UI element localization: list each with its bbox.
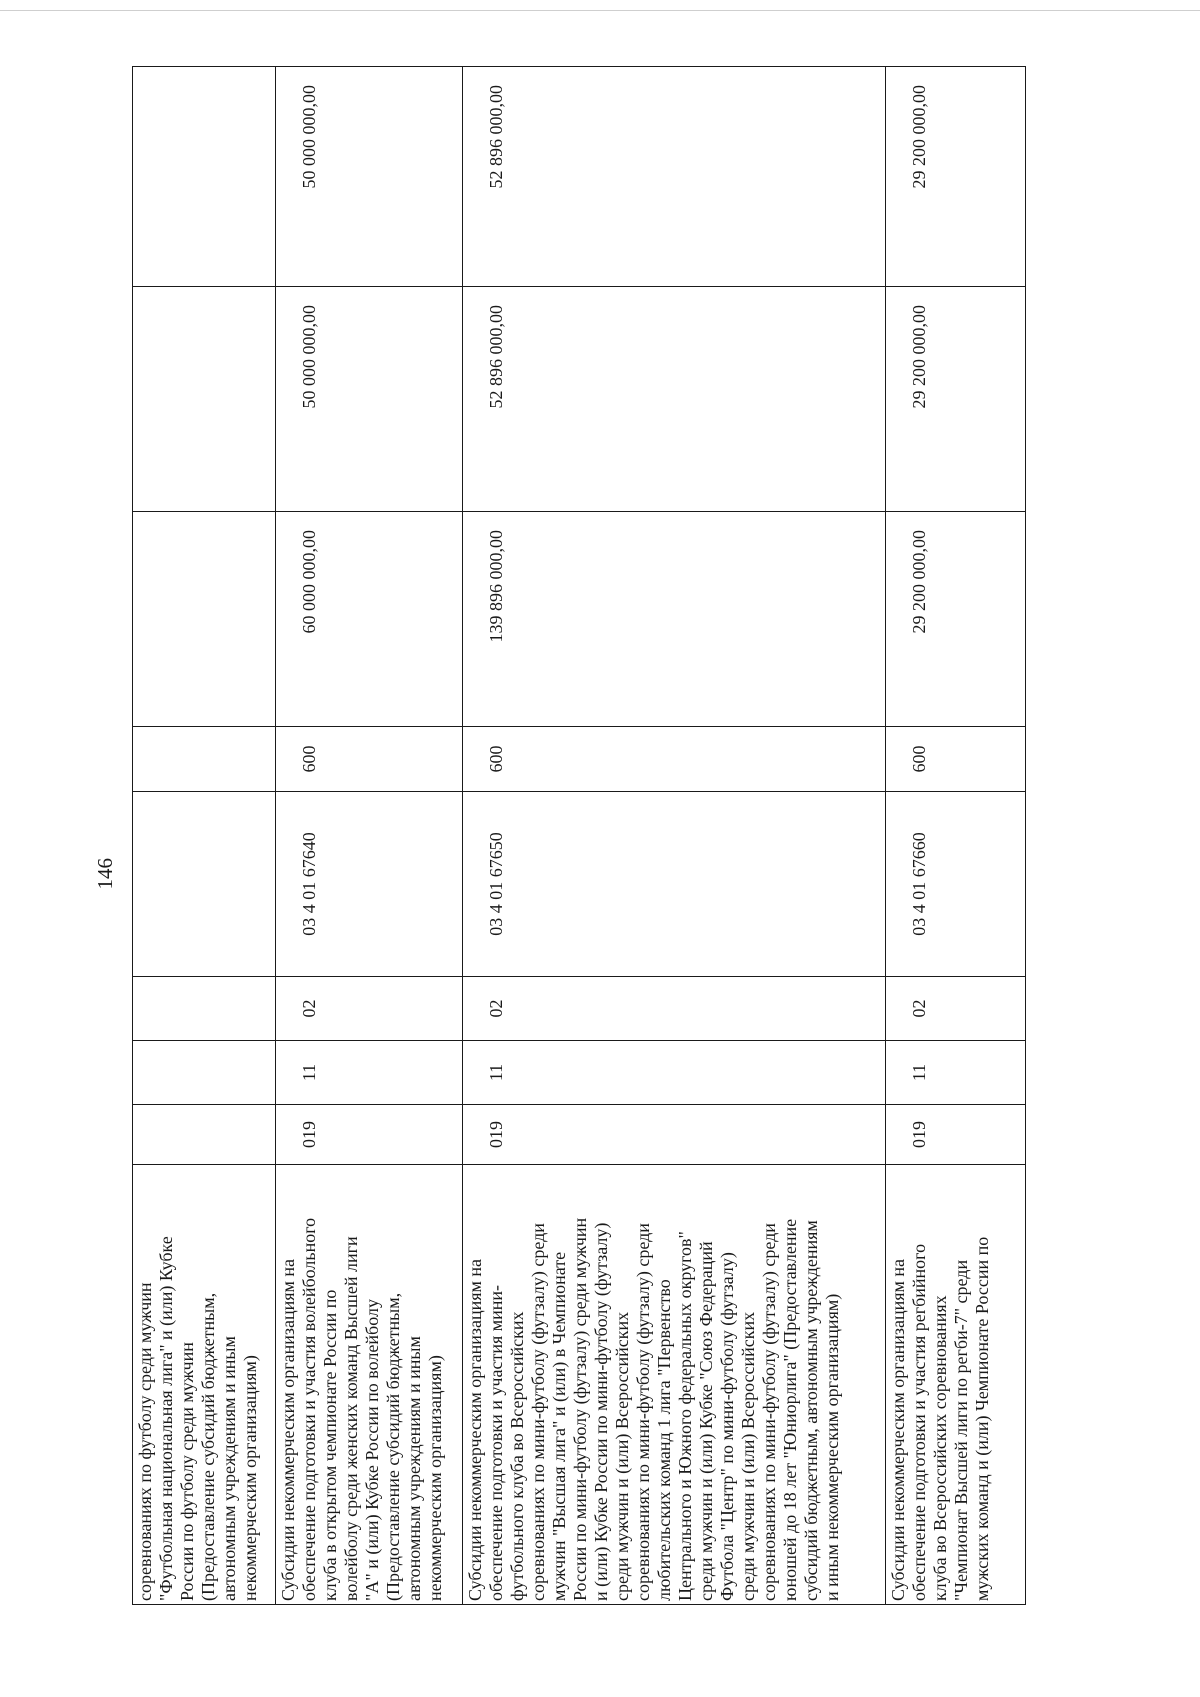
table-row <box>133 67 276 1605</box>
name-cell: соревнованиях по футболу среди мужчин "Футбольная национальная лига" и (или) Кубке России по футболу среди мужчин (Предоставление субсидий бюджетным, автономным учреждениям и иным некоммерческим организациям) <box>133 1165 276 1605</box>
sum2-cell <box>133 287 276 512</box>
csr-cell: 03 4 01 67660 <box>886 792 1026 977</box>
sum1-cell <box>133 512 276 727</box>
sum2-cell: 29 200 000,00 <box>886 287 1026 512</box>
table-row <box>886 67 1026 1605</box>
sum2-cell: 52 896 000,00 <box>463 287 886 512</box>
table-row <box>276 67 463 1605</box>
name-cell: Субсидии некоммерческим организациям на обеспечение подготовки и участия волейбольного клуба в открытом чемпионате России по волейболу среди женских команд Высшей лиги "А" и (или) Кубке России по волейболу (Предоставление субсидий бюджетным, автономным учреждениям и иным некоммерческим организациям) <box>276 1165 463 1605</box>
rz-cell: 11 <box>886 1041 1026 1105</box>
sum1-cell: 139 896 000,00 <box>463 512 886 727</box>
pr-cell: 02 <box>886 977 1026 1041</box>
page-number: 146 <box>93 858 117 890</box>
pr-cell <box>133 977 276 1041</box>
budget-table <box>132 66 1026 1605</box>
vr-cell: 600 <box>886 727 1026 792</box>
rz-cell: 11 <box>276 1041 463 1105</box>
vr-cell <box>133 727 276 792</box>
csr-cell: 03 4 01 67650 <box>463 792 886 977</box>
pr-cell: 02 <box>276 977 463 1041</box>
csr-cell: 03 4 01 67640 <box>276 792 463 977</box>
rotated-table-container <box>132 67 1025 1605</box>
scan-edge-artifact <box>0 10 1200 11</box>
csr-cell <box>133 792 276 977</box>
rz-cell <box>133 1041 276 1105</box>
sum1-cell: 60 000 000,00 <box>276 512 463 727</box>
sum3-cell: 50 000 000,00 <box>276 67 463 287</box>
rz-cell: 11 <box>463 1041 886 1105</box>
name-cell: Субсидии некоммерческим организациям на обеспечение подготовки и участия регбийного клуба во Всероссийских соревнованиях "Чемпионат Высшей лиги по регби-7" среди мужских команд и (или) Чемпионате России по <box>886 1165 1026 1605</box>
table-row <box>463 67 886 1605</box>
gr-cell <box>133 1105 276 1165</box>
vr-cell: 600 <box>276 727 463 792</box>
pr-cell: 02 <box>463 977 886 1041</box>
name-cell: Субсидии некоммерческим организациям на обеспечение подготовки и участия мини- футбольного клуба во Всероссийских соревнованиях по мини-футболу (футзалу) среди мужчин "Высшая лига" и (или) в Чемпионате России по мини-футболу (футзалу) среди мужчин и (или) Кубке России по мини-футболу (футзалу) среди мужчин и (или) Всероссийских соревнованиях по мини-футболу (футзалу) среди любительских команд 1 лига "Первенство Центрального и Южного федеральных округов" среди мужчин и (или) Кубке "Союз Федераций Футбола "Центр" по мини-футболу (футзалу) среди мужчин и (или) Всероссийских соревнованиях по мини-футболу (футзалу) среди юношей до 18 лет "Юниорлига" (Предоставление субсидий бюджетным, автономным учреждениям и иным некоммерческим организациям) <box>463 1165 886 1605</box>
sum3-cell: 29 200 000,00 <box>886 67 1026 287</box>
gr-cell: 019 <box>276 1105 463 1165</box>
gr-cell: 019 <box>886 1105 1026 1165</box>
sum3-cell <box>133 67 276 287</box>
gr-cell: 019 <box>463 1105 886 1165</box>
vr-cell: 600 <box>463 727 886 792</box>
sum1-cell: 29 200 000,00 <box>886 512 1026 727</box>
sum3-cell: 52 896 000,00 <box>463 67 886 287</box>
sum2-cell: 50 000 000,00 <box>276 287 463 512</box>
